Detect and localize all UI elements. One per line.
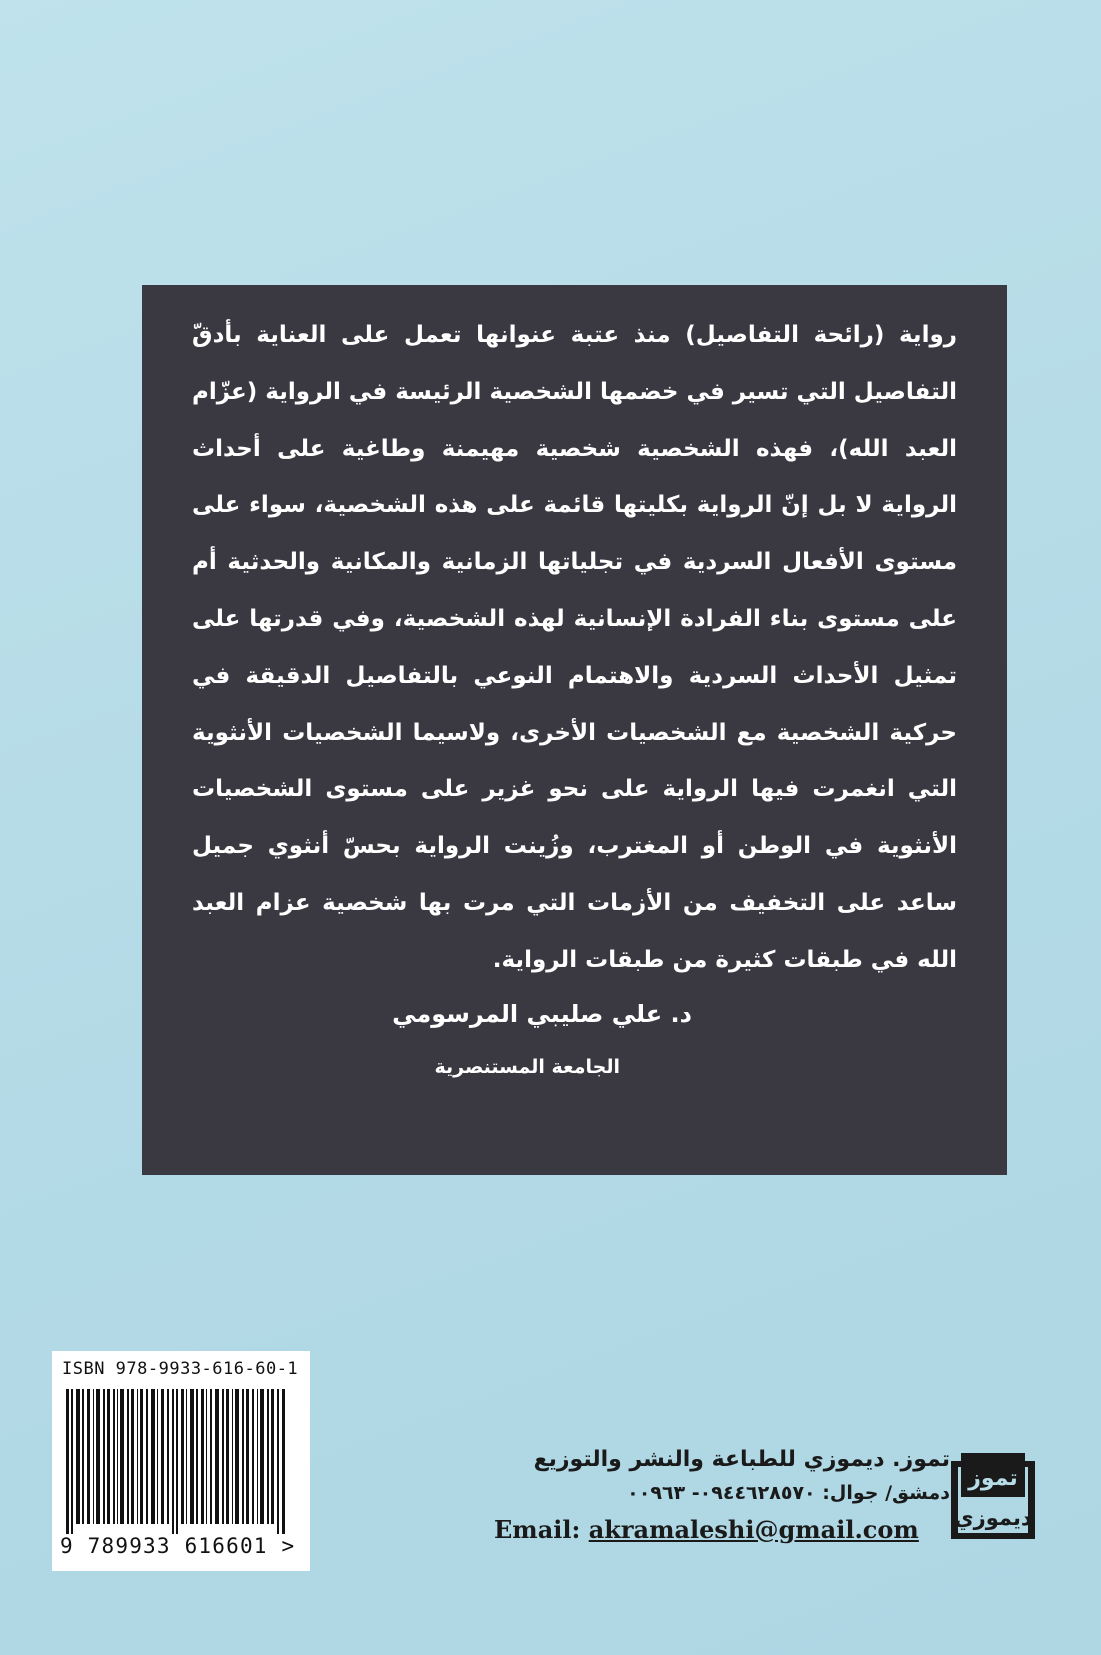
barcode-bars	[66, 1389, 296, 1534]
author-affiliation: الجامعة المستنصرية	[434, 1055, 620, 1078]
blurb-box	[142, 285, 1007, 1175]
email-label: Email:	[494, 1515, 581, 1544]
publisher-info	[480, 1445, 950, 1511]
blurb-text: رواية (رائحة التفاصيل) منذ عتبة عنوانها تعمل على العناية بأدقّ التفاصيل التي تسير في خضمها الشخصية الرئيسة في الرواية (عزّام العبد الله)، فهذه الشخصية شخصية مهيمنة وطاغية على أحداث الرواية لا بل إنّ الرواية بكليتها قائمة على هذه الشخصية، سواء على مستوى الأفعال السردية في تجلياتها الزمانية والمكانية والحدثية أم على مستوى بناء الفرادة الإنسانية لهذه الشخصية، وفي قدرتها على تمثيل الأحداث السردية والاهتمام النوعي بالتفاصيل الدقيقة في حركية الشخصية مع الشخصيات الأخرى، ولاسيما الشخصيات الأنثوية التي انغمرت فيها الرواية على نحو غزير على مستوى الشخصيات الأنثوية في الوطن أو المغترب، وزُينت الرواية بحسّ أنثوي جميل ساعد على التخفيف من الأزمات التي مرت بها شخصية عزام العبد الله في طبقات كثيرة من طبقات الرواية.	[192, 322, 957, 973]
email-link[interactable]: akramaleshi@gmail.com	[588, 1515, 919, 1544]
barcode-box	[52, 1351, 310, 1571]
author-name: د. علي صليبي المرسومي	[392, 999, 692, 1028]
publisher-phone: دمشق/ جوال: ٠٩٤٤٦٢٨٥٧٠- ٠٠٩٦٣	[627, 1482, 950, 1504]
publisher-name: تموز. ديموزي للطباعة والنشر والتوزيع	[533, 1447, 950, 1472]
isbn-text: ISBN 978-9933-616-60-1	[62, 1359, 299, 1379]
publisher-email	[494, 1515, 954, 1544]
logo-text-bottom: ديموزي	[954, 1506, 1032, 1530]
publisher-logo-icon	[951, 1453, 1035, 1553]
logo-text-top: تموز	[968, 1466, 1018, 1491]
barcode-digits: 9 789933 616601 >	[60, 1534, 296, 1558]
